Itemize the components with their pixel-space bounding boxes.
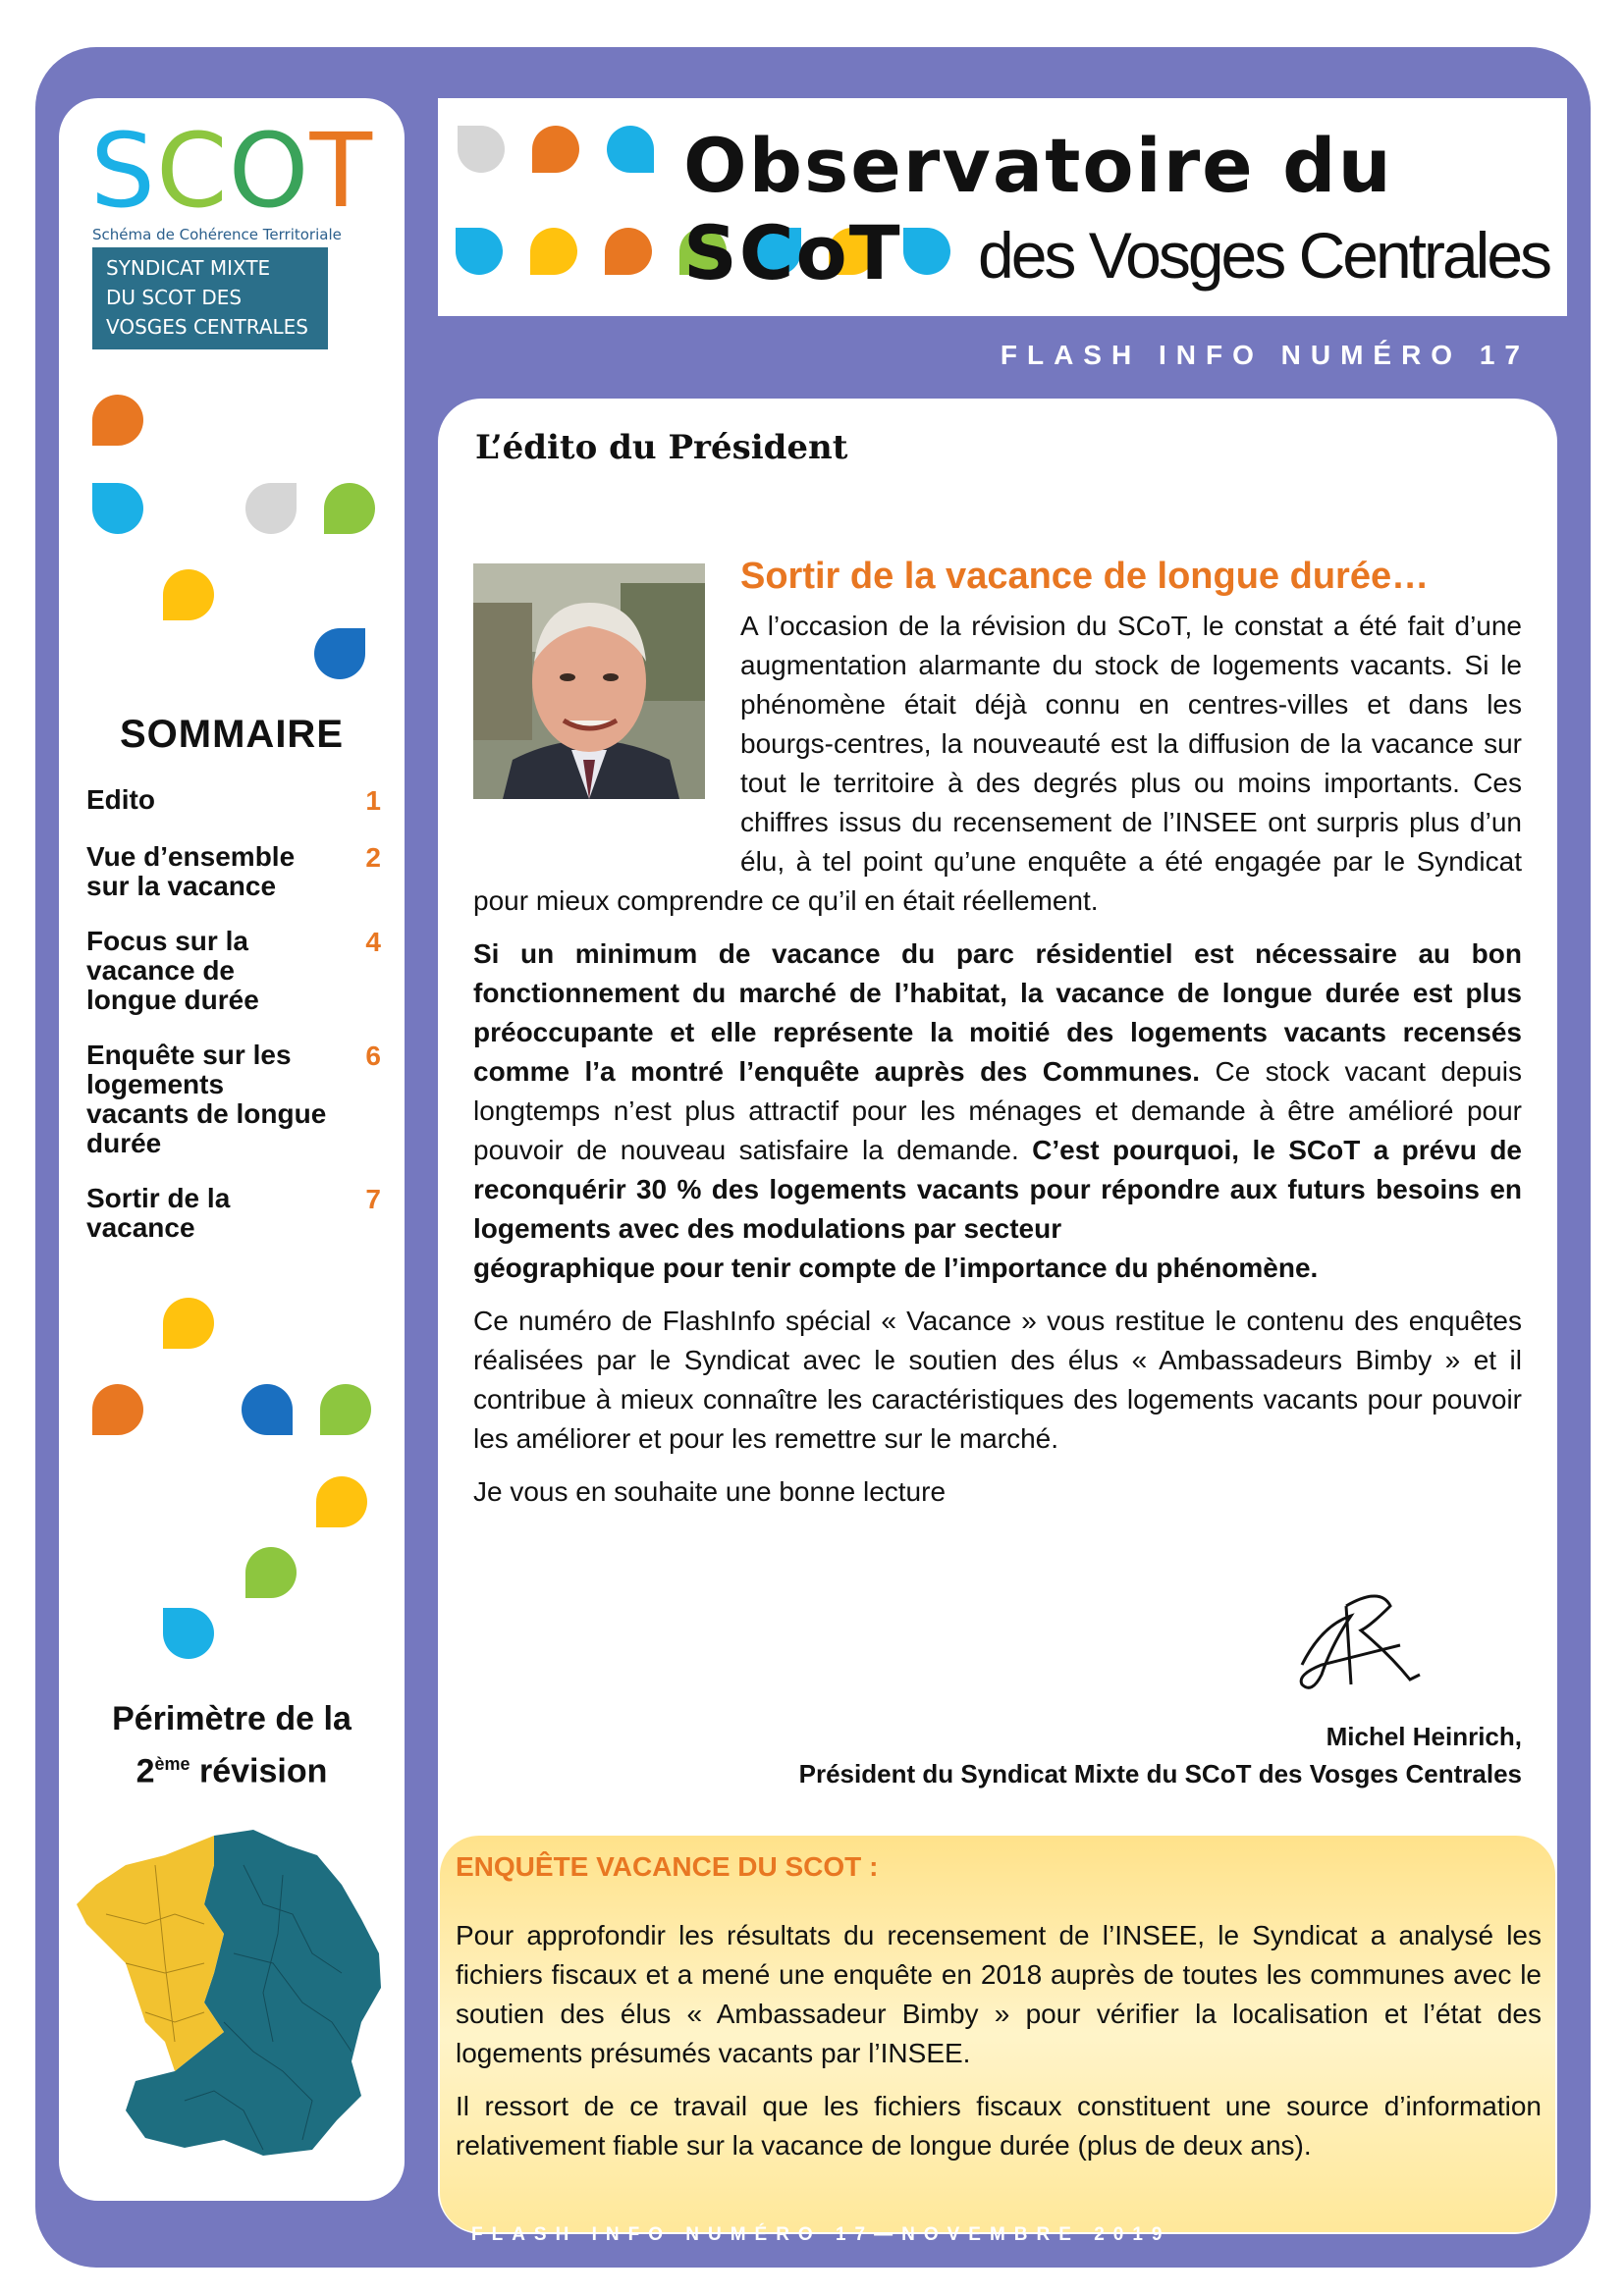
logo-box-line: DU SCOT DES [106,286,243,309]
decor-drop-icon [163,569,214,620]
decor-drop-icon [316,1476,367,1527]
logo-box-line: VOSGES CENTRALES [106,315,308,339]
enquete-body [456,1916,1542,2179]
toc-label: Sortir de la vacance [86,1183,231,1243]
decor-drop-icon [92,395,143,446]
header-drop-icon [530,228,577,275]
signer-name: Michel Heinrich, [1326,1722,1522,1751]
enquete-paragraph-1: Pour approfondir les résultats du recensement de l’INSEE, le Syndicat a analysé les fichiers fiscaux et a mené une enquête en 2018 auprès de toutes les communes avec le soutien des élus « Ambassadeur Bimby » pour vérifier la localisation et l’état des logements présumés vacants par l’INSEE. [456,1920,1542,2068]
decor-drop-icon [324,483,375,534]
decor-drop-icon [163,1608,214,1659]
perimeter-map [67,1826,397,2160]
perimetre-title [59,1696,405,1793]
decor-drop-icon [92,1384,143,1435]
enquete-title: ENQUÊTE VACANCE DU SCOT : [456,1851,879,1882]
masthead-title: Observatoire du SCoT [683,122,1393,296]
edito-paragraph-1: A l’occasion de la révision du SCoT, le constat a été fait d’une augmentation alarmante du stock de logements vacants. Si le phénomène était déjà connu en centres-villes et dans les bourgs-centres, la nouveauté est la diffusion de la vacance sur tout le territoire à des degrés plus ou moins importants. Ces chiffres issus du recensement de l’INSEE ont surpris plus d’un élu, à tel point qu’une enquête a été engagée par le Syndicat pour mieux comprendre ce qu’il en était réellement. [473,611,1522,916]
perimetre-number: 2 [135,1752,155,1790]
edito-body [473,554,1522,1525]
decor-drop-icon [242,1384,293,1435]
toc-item[interactable] [86,842,381,901]
masthead-subtitle: des Vosges Centrales [978,219,1550,292]
toc-item[interactable] [86,1184,381,1243]
decor-drop-icon [320,1384,371,1435]
logo-box-line: SYNDICAT MIXTE [106,256,271,280]
edito-paragraph-4: Je vous en souhaite une bonne lecture [473,1476,947,1507]
toc-label: Vue d’ensemble sur la vacance [86,841,296,901]
perimetre-superscript: ème [154,1754,190,1774]
header-drop-icon [456,228,503,275]
toc-page-number: 4 [365,927,381,957]
edito-section-title: L’édito du Président [475,428,848,467]
toc-item[interactable] [86,1041,381,1158]
map-yellow-area [77,1836,224,2071]
sidebar [59,98,405,2201]
edito-panel [438,399,1557,2234]
masthead [438,98,1567,316]
edito-headline: Sortir de la vacance de longue durée… [740,556,1430,597]
logo-letter-t: T [309,111,374,231]
sommaire-title: SOMMAIRE [120,713,344,756]
edito-p2-bold3: géographique pour tenir compte de l’importance du phénomène. [473,1253,1319,1283]
scot-logo [90,111,374,231]
signer-block [799,1718,1522,1792]
edito-p2-normal: Ce stock vacant depuis longtemps n’est plus attractif pour les ménages et demande à être amélioré pour pouvoir de nouveau satisfaire la demande. [473,1056,1522,1165]
photo-spacer [473,554,740,848]
toc-page-number: 6 [365,1041,381,1071]
logo-syndicat-box [92,247,328,349]
decor-drop-icon [245,1547,297,1598]
logo-tagline: Schéma de Cohérence Territoriale [92,226,342,243]
header-drop-icon [458,126,505,173]
toc-page-number: 7 [365,1184,381,1214]
edito-paragraph-2 [473,934,1522,1288]
president-signature [1292,1586,1430,1704]
toc-label: Enquête sur les logements vacants de longue durée [86,1040,327,1158]
perimetre-line2: révision [189,1752,328,1790]
logo-letter-o: O [228,111,310,231]
header-drop-icon [607,126,654,173]
footer-flash-info: FLASH INFO NUMÉRO 17—NOVEMBRE 2019 [471,2224,1171,2245]
toc-item[interactable] [86,785,381,817]
decor-drop-icon [163,1298,214,1349]
toc-item[interactable] [86,927,381,1015]
enquete-paragraph-2: Il ressort de ce travail que les fichiers fiscaux constituent une source d’information relativement fiable sur la vacance de longue durée (plus de deux ans). [456,2091,1542,2161]
edito-paragraph-3: Ce numéro de FlashInfo spécial « Vacance » vous restitue le contenu des enquêtes réalisées par le Syndicat avec le soutien des élus « Ambassadeurs Bimby » et il contribue à mieux connaître les caractéristiques des logements vacants pour pouvoir les améliorer et pour les remettre sur le marché. [473,1306,1522,1454]
enquete-box [440,1836,1555,2232]
toc-page-number: 1 [365,785,381,816]
header-drop-icon [605,228,652,275]
logo-letter-c: C [156,111,229,231]
edito-p2-bold2: C’est pourquoi, le SCoT a prévu de reconquérir 30 % des logements vacants pour répondre aux futurs besoins en logements avec des modulations par secteur [473,1135,1522,1244]
decor-drop-icon [92,483,143,534]
toc-label: Edito [86,784,155,815]
perimetre-line1: Périmètre de la [112,1700,352,1737]
table-of-contents [86,785,381,1268]
toc-page-number: 2 [365,842,381,873]
flash-info-number: FLASH INFO NUMÉRO 17 [1000,340,1530,370]
signer-role: Président du Syndicat Mixte du SCoT des Vosges Centrales [798,1759,1522,1789]
decor-drop-icon [245,483,297,534]
toc-label: Focus sur la vacance de longue durée [86,926,259,1015]
perimetre-line2-wrap [59,1741,405,1793]
logo-letter-s: S [90,111,157,231]
header-drop-icon [532,126,579,173]
edito-p2-bold: Si un minimum de vacance du parc résidentiel est nécessaire au bon fonctionnement du marché de l’habitat, la vacance de longue durée est plus préoccupante et elle représente la moitié des logements vacants recensés comme l’a montré l’enquête auprès des Communes. [473,938,1522,1087]
decor-drop-icon [314,628,365,679]
